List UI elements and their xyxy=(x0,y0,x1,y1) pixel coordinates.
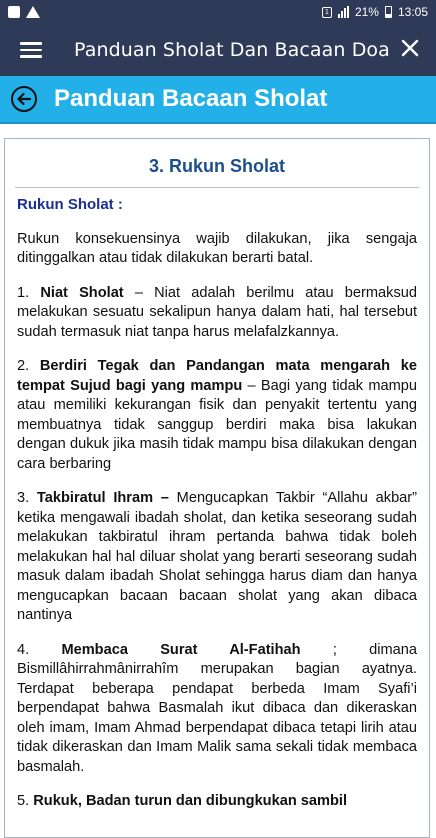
item-number: 5. xyxy=(17,793,30,809)
item-number: 3. xyxy=(17,490,30,506)
status-bar-right xyxy=(322,5,428,19)
menu-icon[interactable] xyxy=(20,42,42,58)
clock: 13:05 xyxy=(397,5,428,19)
item-separator xyxy=(169,490,177,506)
list-item xyxy=(17,284,417,343)
article-body xyxy=(5,195,429,812)
item-text: Bagi yang tidak mampu atau memiliki kekurangan fisik dan penyakit tertentu yang membuatnya tidak sanggup berdiri maka bisa lakukan dengan dukuk jika masih tidak mampu bisa dilakukan dengan cara berbaring xyxy=(17,377,417,472)
item-separator: ; xyxy=(300,641,370,658)
item-title: Rukuk, Badan turun dan dibungkukan sambil xyxy=(33,793,348,809)
page-header xyxy=(0,76,436,124)
content-scroll-area[interactable] xyxy=(0,124,436,809)
list-item xyxy=(17,489,417,626)
app-bar xyxy=(0,24,436,76)
signal-icon xyxy=(338,6,349,18)
list-item xyxy=(17,641,417,778)
list-item xyxy=(17,792,417,812)
image-icon xyxy=(8,6,20,18)
item-number: 1. xyxy=(17,284,30,301)
battery-percent: 21% xyxy=(354,5,379,19)
sim-icon xyxy=(322,7,332,18)
item-title: Membaca Surat Al-Fatihah xyxy=(61,641,301,658)
status-bar-left xyxy=(8,6,40,18)
item-number: 2. xyxy=(17,358,30,374)
article-heading: 3. Rukun Sholat xyxy=(15,156,419,188)
warning-icon xyxy=(26,6,40,18)
intro-paragraph: Rukun konsekuensinya wajib dilakukan, jika sengaja ditinggalkan atau tidak dilakukan berarti batal. xyxy=(17,230,417,266)
article-card xyxy=(4,138,430,838)
status-bar xyxy=(0,0,436,24)
sim-label: 1 xyxy=(324,8,329,16)
item-text: dimana Bismillâhirrahmânirrahîm merupakan bagian ayatnya. Terdapat beberapa pendapat berbeda Imam Syafi’i berpendapat bahwa Basmalah ikut dibaca dan dikeraskan oleh imam, Imam Ahmad berpendapat dibaca tetapi lirih atau tidak dikeraskan dan Imam Malik sama sekali tidak membaca basmalah. xyxy=(17,641,417,775)
item-title: Takbiratul Ihram – xyxy=(36,490,169,506)
item-text: Mengucapkan Takbir “Allahu akbar” ketika mengawali ibadah sholat, dan ketika seseorang sudah melakukan takbiratul ihram pertanda bahwa tidak boleh melakukan hal hal diluar sholat yang berarti seseorang sudah masuk dalam ibadah Sholat sehingga harus diam dan hanya mengucapkan bacaan bacaan sholat yang akan dibaca nantinya xyxy=(17,490,418,623)
item-text: Niat adalah berilmu atau bermaksud melakukan sesuatu sekalipun hanya dalam hati, hal tersebut sudah termasuk niat tanpa harus melafalzkannya. xyxy=(17,284,417,340)
back-arrow-icon[interactable] xyxy=(10,85,38,113)
app-title: Panduan Sholat Dan Bacaan Doa xyxy=(74,39,390,61)
item-number: 4. xyxy=(17,641,30,658)
list-item xyxy=(17,357,417,474)
page-title: Panduan Bacaan Sholat xyxy=(54,85,328,112)
battery-icon xyxy=(385,6,392,18)
item-separator: – xyxy=(242,377,261,394)
close-icon[interactable] xyxy=(398,36,422,60)
item-title: Berdiri Tegak dan Pandangan mata mengarah ke tempat Sujud bagi yang mampu xyxy=(17,358,417,394)
item-separator: – xyxy=(123,284,155,301)
item-title: Niat Sholat xyxy=(40,284,124,301)
section-label: Rukun Sholat : xyxy=(17,196,123,213)
